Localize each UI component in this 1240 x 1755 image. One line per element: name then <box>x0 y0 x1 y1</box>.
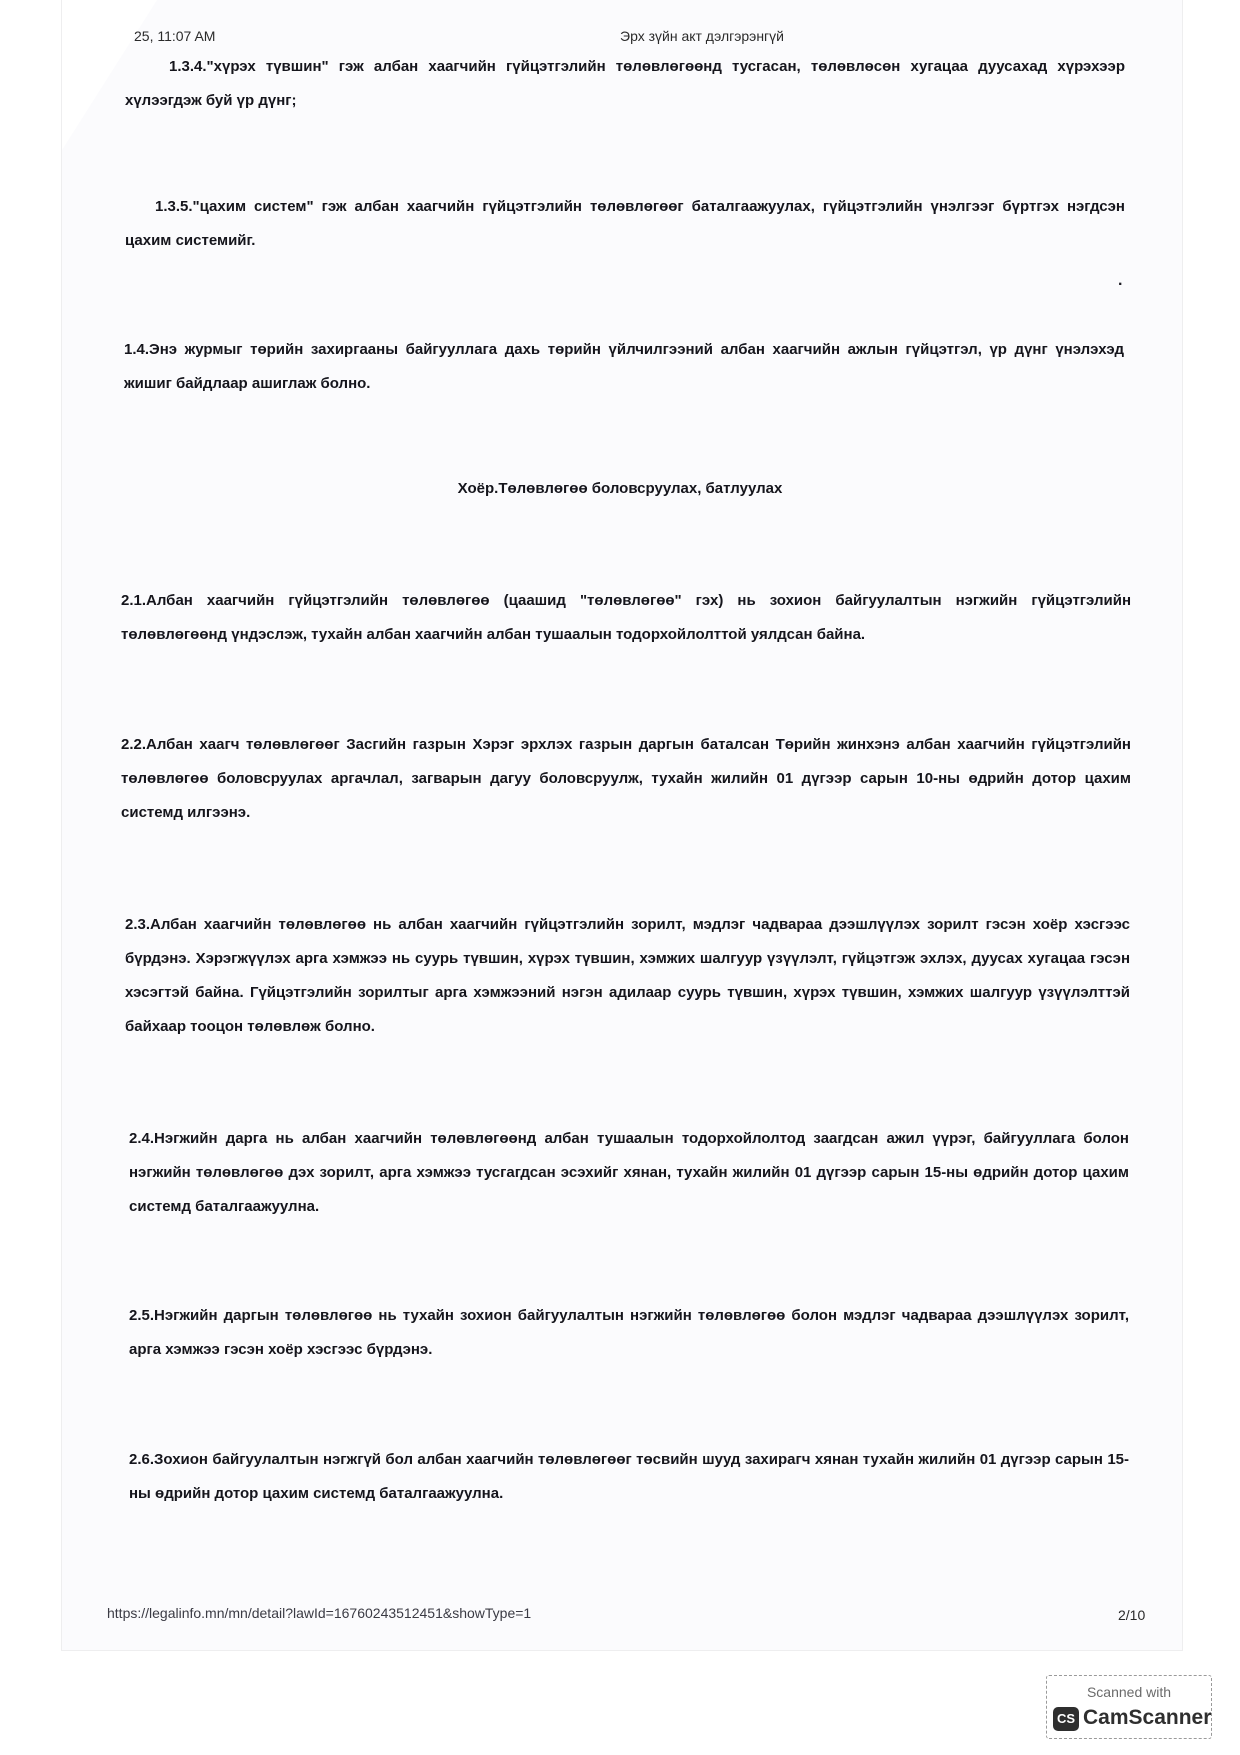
paragraph-2-4: 2.4.Нэгжийн дарга нь албан хаагчийн төлөвлөгөөнд албан тушаалын тодорхойлолтод заагдсан ажил үүрэг, байгууллага болон нэгжийн төлөвлөгөө дэх зорилт, арга хэмжээ тусгагдсан эсэхийг хянан, тухайн жилийн 01 дүгээр сарын 15-ны өдрийн дотор цахим системд баталгаажуулна. <box>129 1130 1129 1215</box>
stray-dot: . <box>1118 272 1123 289</box>
paragraph-1-3-4: 1.3.4."хүрэх түвшин" гэж албан хаагчийн гүйцэтгэлийн төлөвлөгөөнд тусгасан, төлөвлөсөн хугацаа дуусахад хүрэхээр хүлээгдэж буй үр дүнг; <box>125 58 1125 109</box>
print-page-title: Эрх зүйн акт дэлгэрэнгүй <box>620 28 784 44</box>
paragraph-2-2: 2.2.Албан хаагч төлөвлөгөөг Засгийн газрын Хэрэг эрхлэх газрын даргын баталсан Төрийн жинхэнэ албан хаагчийн гүйцэтгэлийн төлөвлөгөө боловсруулах аргачлал, загварын дагуу боловсруулж, тухайн жилийн 01 дүгээр сарын 10-ны өдрийн дотор цахим системд илгээнэ. <box>121 736 1131 821</box>
paragraph-1-3-5: 1.3.5."цахим систем" гэж албан хаагчийн гүйцэтгэлийн төлөвлөгөөг баталгаажуулах, гүйцэтгэлийн үнэлгээг бүртгэх нэгдсэн цахим системийг. <box>125 198 1125 249</box>
watermark-brand: CamScanner <box>1083 1706 1212 1729</box>
paragraph-1-4: 1.4.Энэ журмыг төрийн захиргааны байгууллага дахь төрийн үйлчилгээний албан хаагчийн ажлын гүйцэтгэл, үр дүнг үнэлэхэд жишиг байдлаар ашиглаж болно. <box>124 341 1124 392</box>
section-heading: Хоёр.Төлөвлөгөө боловсруулах, батлуулах <box>457 480 783 497</box>
watermark-caption: Scanned with <box>1086 1684 1172 1700</box>
paragraph-2-5: 2.5.Нэгжийн даргын төлөвлөгөө нь тухайн зохион байгуулалтын нэгжийн төлөвлөгөө болон мэдлэг чадвараа дээшлүүлэх зорилт, арга хэмжээ гэсэн хоёр хэсгээс бүрдэнэ. <box>129 1307 1129 1358</box>
footer-url: https://legalinfo.mn/mn/detail?lawId=16760243512451&showType=1 <box>107 1605 532 1621</box>
print-timestamp: 25, 11:07 AM <box>134 28 216 44</box>
paragraph-2-3: 2.3.Албан хаагчийн төлөвлөгөө нь албан хаагчийн гүйцэтгэлийн зорилт, мэдлэг чадвараа дээшлүүлэх зорилт гэсэн хоёр хэсгээс бүрдэнэ. Хэрэгжүүлэх арга хэмжээ нь суурь түвшин, хүрэх түвшин, хэмжих шалгуур үзүүлэлт, гүйцэтгэж эхлэх, дуусах хугацаа гэсэн хэсэгтэй байна. Гүйцэтгэлийн зорилтыг арга хэмжээний нэгэн адилаар суурь түвшин, хүрэх түвшин, хэмжих шалгуур үзүүлэлттэй байхаар тооцон төлөвлөж болно. <box>125 916 1130 1035</box>
camscanner-watermark <box>1046 1675 1212 1739</box>
paragraph-2-6: 2.6.Зохион байгуулалтын нэгжгүй бол албан хаагчийн төлөвлөгөөг төсвийн шууд захирагч хянан тухайн жилийн 01 дүгээр сарын 15-ны өдрийн дотор цахим системд баталгаажуулна. <box>129 1451 1129 1502</box>
camscanner-icon: CS <box>1053 1707 1079 1731</box>
paragraph-2-1: 2.1.Албан хаагчийн гүйцэтгэлийн төлөвлөгөө (цаашид "төлөвлөгөө" гэх) нь зохион байгуулалтын нэгжийн гүйцэтгэлийн төлөвлөгөөнд үндэслэж, тухайн албан хаагчийн албан тушаалын тодорхойлолттой уялдсан байна. <box>121 592 1131 643</box>
page-number: 2/10 <box>1118 1607 1146 1623</box>
